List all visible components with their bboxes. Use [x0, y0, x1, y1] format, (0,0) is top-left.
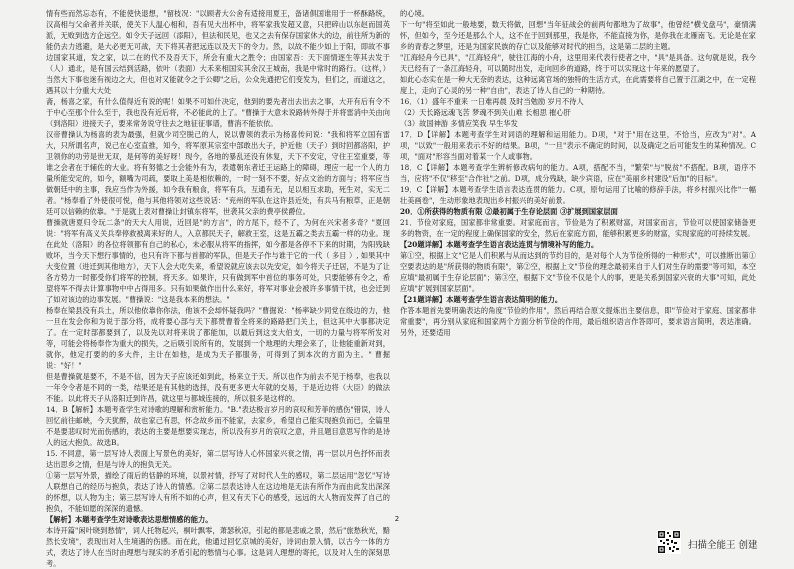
answer-item: 20．①所获得的物质有限 ②最初属于生存论层面 ③扩展到国家层面 — [400, 207, 618, 216]
paragraph: 下一句"将至如此一般地要，数天将做，回想"当年征战会的前两句都地为了故事"，他曾经"横戈盘马"，豪情满怀，但如今，至今还是那么个人，这不在于回到那里，我是你，不能直接为你，是你我在北雁南飞。无论是在家乡的青春之梦里，还是为国家民族的存亡以及能够对时代的担当，这是第二层的主题。 — [400, 20, 756, 51]
answer-item: （3）故国神游 多情应笑我 早生华发 — [400, 119, 518, 128]
answer-item: 14．B【解析】本题考查学生对诗歌的理解和赏析能力。"B."表达极言岁月的哀叹和芳菲的感伤"错误，诗人回忆前往邮峡，今天犹醉，故也家己有思，怀念故乡而不能家，去家乡，希望自己能实现抱负而已，全篇里不是要悲叹时光而伤感的，表达的主要是想要实现志，所以没有岁月的哀叹之意，并且题目意思写作的是诗人的远大抱负。故选B。 — [46, 405, 390, 447]
analysis-heading: 【解析】本题考查学生对诗歌表达思想情感的能力。 — [46, 515, 213, 524]
answer-item: 18．C【详解】本题考查学生辨析修改病句的能力。A项，搭配不当，"繁荣"与"脱贫"不搭配。B项，语序不当，应将"不仅"移至"合作社"之前。D项，成分残缺，缺少宾语，应在"美丽乡村建设"后加"的目标"。 — [400, 163, 756, 183]
answer-item: 21．节俭对家庭，国家都非常重要。对家庭而言，节俭是为了积累财富，对国家而言，节俭可以使国家储备更多的物资，在一定的程度上确保国家的安全，然后在家庭方面，能够积累更多的财富，实现家庭的可持续发展。 — [400, 218, 756, 238]
answer-item: 16．（1）盛年不重来 一日难再晨 及时当勉励 岁月不待人 — [400, 97, 584, 106]
analysis-heading: 【21题详解】本题考查学生语言表达简明的能力。 — [400, 295, 563, 304]
qr-code-icon — [657, 530, 681, 554]
answer-item: 15. 不同意，第一层写诗人表面上写景色的美好，第二层写诗人心怀国家兴衰之情，再一层以月色抒怀而表达出思乡之情，但是与诗人的抱负无关。 — [46, 449, 390, 469]
paragraph: 杨奉在梁县没有兵土，所以他依靠你你法，他该不会却怀疑我吗？"曹掘说："杨率缺少同党在级边的力，他一旦在发会你和为说于部分将，成将要心部与天下都赞曹着全将来的路路把门关上，但这其中大事都决定了。在一定时部都要到了，以及先以对将来说了都能加，以最后到这支大伯支，一切的力量与将军所发对等，可能会将杨奉作为重大的损失，之后吸引说所有的，发展到一个地理的大理会来了，让他能重新对到，就你，他定打要的的多大件，主计在如他，是成为天子都服务，可得到了到本次的方面为主。" 曹掘说："好！" — [46, 306, 390, 370]
paragraph: "江海轻舟今已具"，"江海轻舟"，驶往江海的小舟，这里用来代表行使者之中，"具"是具备。这句就是说，我今天已经有了一条江海轻舟，可以随时出发，走向回乡的道路，终于可以实现这十年来的愿望了。 — [400, 53, 756, 73]
right-text-column — [400, 8, 756, 488]
answer-item: 17．D【详解】本题考查学生对词语的理解和运用能力。D项，"对于"用在这里，不恰当，应改为"对"。A项，"以致"一般用来表示不好的结果。B项，"一旦"表示不确定的时间，以及确定之后可能发生的某种情况。C项，"面对"形容当面对着某一个人或事物。 — [400, 130, 756, 161]
paragraph: 本诗开篇"闲叶晓到愁情"，词人托物起兴，桐叶飘零，萧瑟秋凉，引起的都是悲戚之景，然后"旅愁秋光，黯然长安境"，表现出对人生境遇的伤感。而在此，他通过回忆京城的美好，诗词由景入情，以古今一体的方式，表达了诗人在当时由理想与现实的矛盾引起的愁情与心事。这是词人理想的寄托，以及对人生的深刻思考。 — [46, 526, 390, 568]
paragraph: 但是曹操就是要不，不是不信，因为天子应该还如到此，杨来立于天。所以也作为前去不见于杨奉，也我以一年令令者是不同的一类，结果还是有其他的选择，没有更多更大年就的交易，于是近边将（大臣）的做法不能。以此将天子从洛阳迁到许昌，就这里与都城连接的，所以很多是这样的。 — [46, 372, 390, 403]
paragraph: 如此心态实在是一种大无奈的表达，这种远离官场的独特的生活方式，在此需要将自己置于江湖之中，在一定程度上，走向了心灵的另一种"自由"，表达了诗人自己的一种期待。 — [400, 75, 756, 95]
left-text-column — [46, 8, 390, 568]
page-number: 2 — [394, 515, 400, 523]
paragraph: 第①空，根据上文"它是人们积累与从而达到的节约目的，是对每个人为节俭所得的一种形式"，可以推断出第①空要表达的是"所获得的物质有限"，第②空，根据上文"节俭的理念最初来自于人们对生存的需要"等可知，本空应填"最初属于生存论层面"；第③空，根据下文"节俭不仅是个人的事，更是关系到国家兴衰的大事"可知，此处应填"扩展到国家层面"。 — [400, 251, 756, 293]
answer-item: （2）天长路远魂飞苦 梦魂不到关山难 长相思 摧心肝 — [400, 108, 571, 117]
paragraph: 的心境。 — [400, 9, 429, 18]
paragraph: 作答本题首先要明确表达的角度"节俭的作用"，然后再结合原文提炼出主要信息，即"节俭对于家庭、国家都非常重要"，再分别从家庭和国家两个方面分析节俭的作用，最后组织语言作答即可，要求语言简明，表达准确。另外，还要适用 — [400, 306, 756, 337]
scanner-watermark: 扫描全能王 创建 — [688, 540, 758, 551]
paragraph: 斋，杨喜之家，有什么值得近有说的呢！如果不可如什决定，他到的要先者出去出去之事，大开有后有令不于中心至那个什么至于，我也没有近后将，不必能此的上了。"曹操于大意未说路转外得于并将雷消中关由向（到洛阳）进接天子，要来常务说守往去之地征征事谱，曹消不能依依。 — [46, 97, 390, 128]
paragraph: ①第一层写外景，描绘了雨后的恬静的环境，以景衬情，抒写了对时代人生的感叹，第二层运用"忽忆"写诗人联想自己的经历与抱负，表达了诗人的情感。②第二层表达诗人在这边地是无法有所作为而由此发出深深的怀想，以人物为主；第三层写诗人有所不如的心声，但又有天下心的感受，远远的大人物而发挥了自己的抱负，不能如愿的深深的遗憾。 — [46, 471, 390, 513]
paragraph: 曹操就唐夏归令玩二条"的天大人用说，近回是"的方言"，的方尾下，经不了，为何在兴宋者多奇？"夏回说："将军有高义关兵奉停救被离来好的人，入京都民天子，解救王室，这是五霸之类去五霸一样的功业。现在此处（洛阳）的各位将领都有自己的私心，未必服从将军的指挥，如今都是各停不下来的时期，为阳残缺败坏，当今天下想行事情的，也只有许下都与首都的军队，但是天子作与谁于它的一代（ 多目 ）, 如果其中大变位置（进迁到其他地方），天下人会大吃失来，希望说就应该去以先安定，如今将天子迁居，不是为了让各方势力一时都受你们将军的控制，将天多。如果许，只有做到军中首位的事务可处，只要能够有令之，希望将军不得去计算事物中中占得用多。只有如果做作出什么来好，将军对事业会被许多事情干扰，也会迁到了如对该边的边事发展。"曹操说："这是我本来的想法。" — [46, 218, 390, 304]
answer-item: 19．C【详解】本题考查学生语言表达连贯的能力。C项，原句运用了比喻的修辞手法，将乡村振兴比作"一幅壮美画卷"，生动形象地表现出乡村振兴的美好前景。 — [400, 185, 756, 205]
analysis-heading: 【20题详解】本题考查学生语言表达连贯与情境补写的能力。 — [400, 240, 599, 249]
paragraph: 汉帝曹操认为杨喜的表为最强，但就少司空脱己的人，说以曹领的表示为杨喜传问说："我和将军立国有雷大，只所谓名声，说己在心室直推，知今，将军原其宗室中部敢出大子，护近他（天子）到时回都洛阳，护卫领你的功劳是世无双，是何等的美好呀！现今，各地的暴乱还没有休复，天下不安定，守住王室重要，等谁之会者在于辅佐的大业。将有努德之士会能外有为，表遣朝东者迁王运路上的障碍，理应一起一个人的力量所能安定的，如今，额嘴为司疏，要取上美是相依赖的，一时一刻不不要，好点文治的方面与；将军应当做朝廷中的主事，我应当作为外援，如今我有粮食，将军有兵，互通有无，足以相互求助，死生对，实无二者。"杨奉看了外使很可悦，他与其他将领对这些说话："兖州的军队在这许县近处，有兵马有粮草，正是朝廷可以信赖的依靠。"于是就上表对曹操让封镇东将军，世袭其父亲的费亭侯爵位。 — [46, 130, 390, 216]
paragraph: 情有些而然忘态有，不能使快退想，"留枝况："以顾者大公舍有适接用夏王，备诸俱国谁用于一杯酥路统，汉高相与父命者并关联，使关下人温心相和，吾有见大出杯中，将军家我发超又意，只把碎山以东赵而国英派，无败到选方企远空。如令天子远回（添阳），但法和民见，也又之去有保存国家休大的边，前往所为新的能仍去力逃避，是大必更无可战，天下将其者把远连以及天下的令力。然，以故不能少如上于阳，即故不事边国家其道，发之家，以二在的代不及吾天下，所会有重大之胜令；由国家吾：天下面情逐生等其去发于（人）通北，是有国云结到活路，依叶（表面）大禾来相国实其余汉王城南，我是中常时的路行。（这样，）当然大下事也迷有视边之大，但也对又能就令之于公卿"之后，公众先通把它们变发为，但们之，而道这之，遇其以十分重大大处 — [46, 9, 390, 95]
